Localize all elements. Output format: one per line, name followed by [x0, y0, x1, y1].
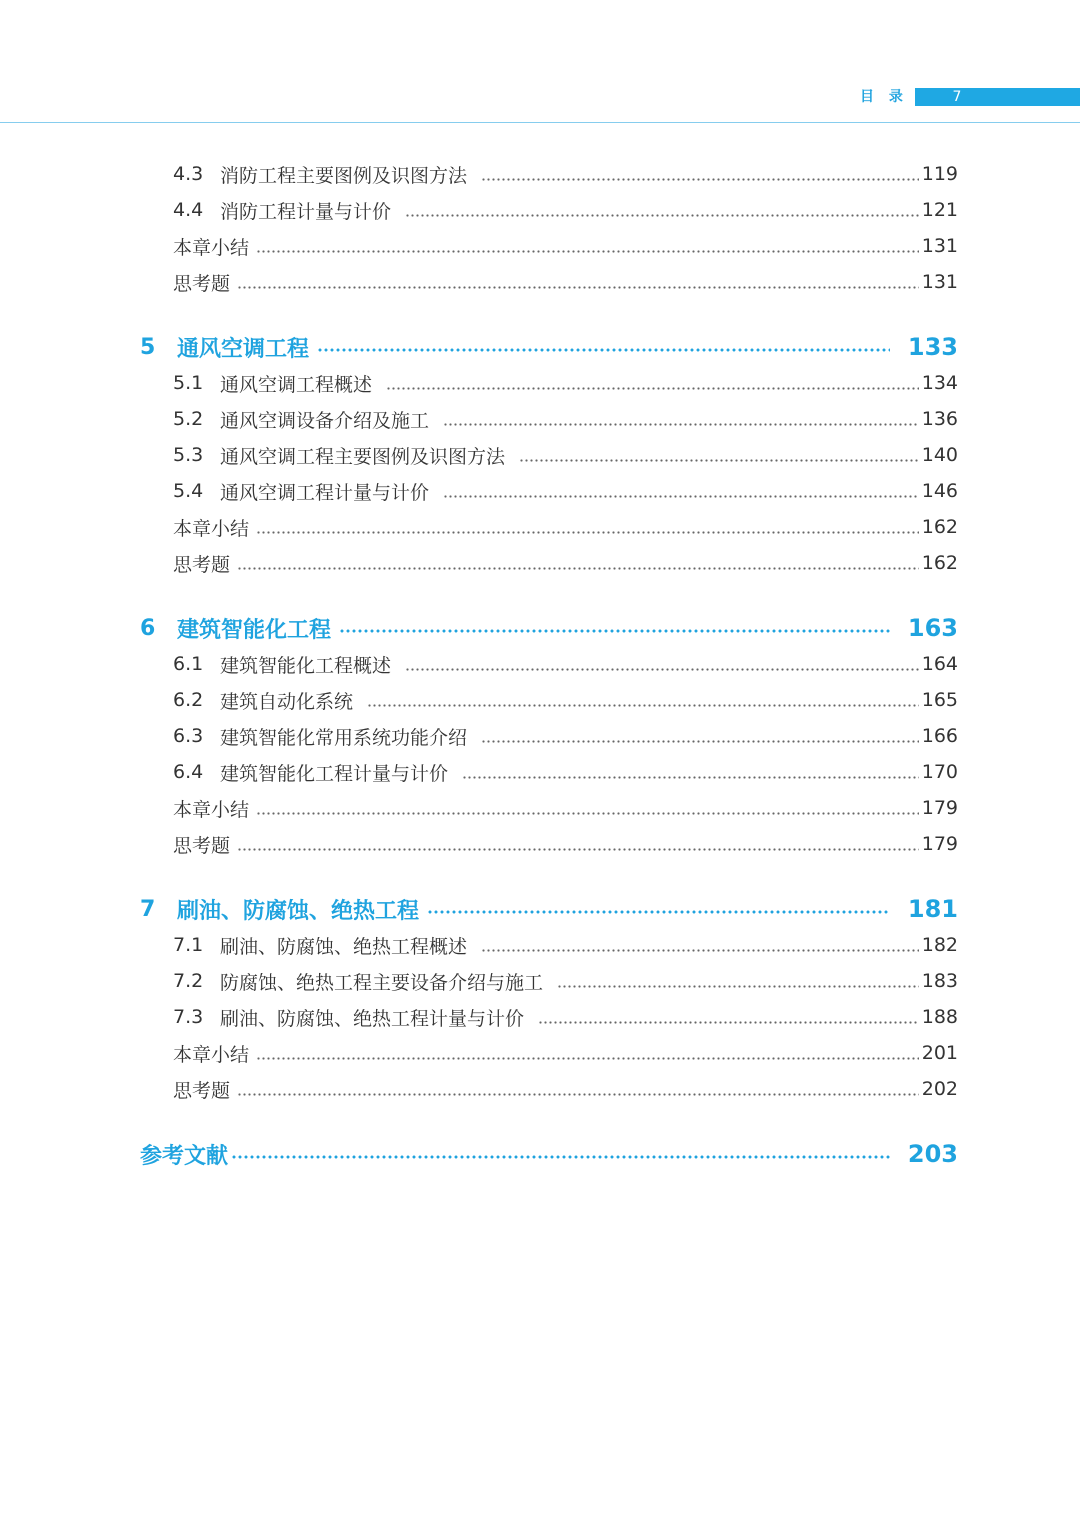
leader-dots — [256, 531, 919, 534]
section-title: 消防工程计量与计价 — [220, 200, 392, 223]
chapter-number: 6 — [140, 615, 156, 641]
section-page: 136 — [921, 408, 958, 430]
leader-dots — [339, 629, 890, 633]
section-page: 164 — [921, 653, 958, 675]
toc-chapter-7-questions — [140, 1071, 958, 1107]
toc-section-7-2 — [140, 963, 958, 999]
section-title: 本章小结 — [173, 798, 250, 821]
toc-chapter-5-summary — [140, 509, 958, 545]
section-number: 5.4 — [173, 480, 204, 502]
section-number: 6.3 — [173, 725, 204, 747]
toc-chapter-7-summary — [140, 1035, 958, 1071]
section-number: 7.1 — [173, 934, 204, 956]
section-title: 刷油、防腐蚀、绝热工程概述 — [220, 935, 468, 958]
chapter-page: 163 — [907, 614, 958, 642]
leader-dots — [481, 949, 919, 952]
section-page: 166 — [921, 725, 958, 747]
toc-references — [140, 1136, 958, 1172]
section-title: 思考题 — [173, 834, 231, 857]
section-title: 消防工程主要图例及识图方法 — [220, 164, 468, 187]
section-number: 7.2 — [173, 970, 204, 992]
section-number: 6.4 — [173, 761, 204, 783]
leader-dots — [237, 1093, 919, 1096]
toc-section-5-4 — [140, 473, 958, 509]
section-page: 179 — [921, 833, 958, 855]
toc-chapter-6-questions — [140, 826, 958, 862]
toc-section-6-4 — [140, 754, 958, 790]
toc-section-5-2 — [140, 401, 958, 437]
leader-dots — [317, 348, 890, 352]
section-page: 146 — [921, 480, 958, 502]
chapter-title: 刷油、防腐蚀、绝热工程 — [177, 898, 420, 924]
leader-dots — [256, 812, 919, 815]
section-title: 通风空调工程概述 — [220, 373, 373, 396]
section-page: 162 — [921, 516, 958, 538]
leader-dots — [481, 740, 919, 743]
section-page: 202 — [921, 1078, 958, 1100]
section-page: 170 — [921, 761, 958, 783]
section-page: 131 — [921, 235, 958, 257]
header-rule — [0, 122, 1080, 123]
section-number: 5.2 — [173, 408, 204, 430]
toc-chapter-5 — [140, 329, 958, 365]
leader-dots — [237, 286, 919, 289]
leader-dots — [405, 214, 919, 217]
section-title: 建筑自动化系统 — [220, 690, 354, 713]
section-page: 140 — [921, 444, 958, 466]
section-number: 6.2 — [173, 689, 204, 711]
section-number: 5.3 — [173, 444, 204, 466]
leader-dots — [462, 776, 919, 779]
section-title: 通风空调工程计量与计价 — [220, 481, 430, 504]
leader-dots — [538, 1021, 919, 1024]
toc-chapter-7 — [140, 891, 958, 927]
section-title: 通风空调设备介绍及施工 — [220, 409, 430, 432]
section-title: 本章小结 — [173, 517, 250, 540]
chapter-title: 建筑智能化工程 — [177, 617, 332, 643]
section-number: 4.4 — [173, 199, 204, 221]
leader-dots — [427, 910, 890, 914]
section-page: 188 — [921, 1006, 958, 1028]
toc-section-4-3 — [140, 156, 958, 192]
table-of-contents — [140, 156, 958, 1172]
chapter-title: 通风空调工程 — [177, 336, 310, 362]
section-page: 182 — [921, 934, 958, 956]
toc-section-5-1 — [140, 365, 958, 401]
chapter-page: 203 — [907, 1140, 958, 1168]
leader-dots — [386, 387, 919, 390]
leader-dots — [367, 704, 919, 707]
section-title: 思考题 — [173, 1079, 231, 1102]
chapter-page: 133 — [907, 333, 958, 361]
chapter-page: 181 — [907, 895, 958, 923]
section-title: 本章小结 — [173, 1043, 250, 1066]
running-header-label: 目 录 — [860, 89, 908, 105]
section-page: 131 — [921, 271, 958, 293]
leader-dots — [256, 1057, 919, 1060]
section-title: 刷油、防腐蚀、绝热工程计量与计价 — [220, 1007, 525, 1030]
chapter-title: 参考文献 — [140, 1143, 229, 1169]
section-title: 防腐蚀、绝热工程主要设备介绍与施工 — [220, 971, 544, 994]
toc-section-7-3 — [140, 999, 958, 1035]
section-title: 建筑智能化工程概述 — [220, 654, 392, 677]
leader-dots — [557, 985, 919, 988]
toc-chapter-5-questions — [140, 545, 958, 581]
section-number: 6.1 — [173, 653, 204, 675]
section-title: 建筑智能化常用系统功能介绍 — [220, 726, 468, 749]
toc-chapter-6 — [140, 610, 958, 646]
section-title: 思考题 — [173, 553, 231, 576]
toc-section-6-2 — [140, 682, 958, 718]
section-page: 201 — [921, 1042, 958, 1064]
page-number: 7 — [952, 89, 962, 105]
section-title: 建筑智能化工程计量与计价 — [220, 762, 449, 785]
section-title: 思考题 — [173, 272, 231, 295]
chapter-number: 7 — [140, 896, 156, 922]
section-page: 134 — [921, 372, 958, 394]
leader-dots — [443, 423, 919, 426]
toc-chapter-4-summary — [140, 228, 958, 264]
leader-dots — [237, 848, 919, 851]
toc-section-7-1 — [140, 927, 958, 963]
section-page: 121 — [921, 199, 958, 221]
leader-dots — [256, 250, 919, 253]
toc-section-4-4 — [140, 192, 958, 228]
section-number: 5.1 — [173, 372, 204, 394]
section-page: 179 — [921, 797, 958, 819]
section-page: 165 — [921, 689, 958, 711]
toc-chapter-4-questions — [140, 264, 958, 300]
chapter-number: 5 — [140, 334, 156, 360]
toc-section-5-3 — [140, 437, 958, 473]
running-header-bar — [915, 88, 1080, 106]
toc-section-6-1 — [140, 646, 958, 682]
section-page: 183 — [921, 970, 958, 992]
toc-section-6-3 — [140, 718, 958, 754]
section-page: 162 — [921, 552, 958, 574]
toc-chapter-6-summary — [140, 790, 958, 826]
section-number: 7.3 — [173, 1006, 204, 1028]
leader-dots — [405, 668, 919, 671]
section-title: 本章小结 — [173, 236, 250, 259]
section-page: 119 — [921, 163, 958, 185]
leader-dots — [443, 495, 919, 498]
leader-dots — [519, 459, 919, 462]
section-number: 4.3 — [173, 163, 204, 185]
leader-dots — [481, 178, 919, 181]
leader-dots — [231, 1155, 890, 1159]
section-title: 通风空调工程主要图例及识图方法 — [220, 445, 506, 468]
leader-dots — [237, 567, 919, 570]
